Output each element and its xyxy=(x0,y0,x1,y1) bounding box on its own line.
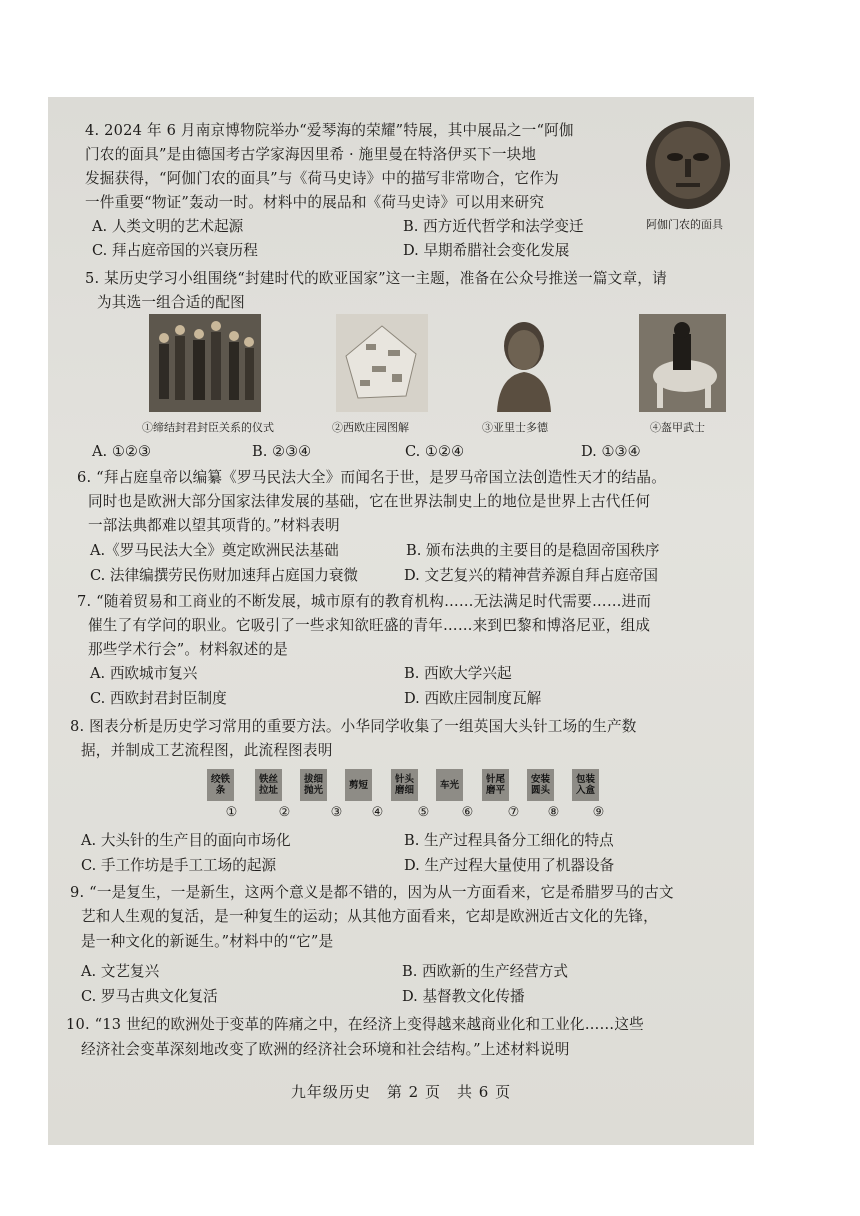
q5-caption-3: ③亚里士多德 xyxy=(482,421,548,434)
q4-option-c[interactable]: C. 拜占庭帝国的兴衰历程 xyxy=(92,242,258,259)
q5-option-b[interactable]: B. ②③④ xyxy=(252,443,312,460)
q6-option-c[interactable]: C. 法律编撰劳民伤财加速拜占庭国力衰微 xyxy=(90,567,359,584)
q7-option-d[interactable]: D. 西欧庄园制度瓦解 xyxy=(404,690,542,707)
q7-line-3: 那些学术行会”。材料叙述的是 xyxy=(88,641,288,658)
q9-line-1: 9. “一是复生，一是新生，这两个意义是都不错的，因为从一方面看来，它是希腊罗马的古文 xyxy=(70,884,674,901)
q5-caption-2: ②西欧庄园图解 xyxy=(332,421,409,434)
q4-line-1: 4. 2024 年 6 月南京博物院举办“爱琴海的荣耀”特展，其中展品之一“阿伽 xyxy=(85,122,574,139)
agamemnon-mask-image xyxy=(643,119,733,211)
aristotle-bust-image xyxy=(487,314,561,412)
process-step-5: 针头磨细 xyxy=(391,769,418,801)
q9-option-a[interactable]: A. 文艺复兴 xyxy=(81,963,160,980)
q8-option-d[interactable]: D. 生产过程大量使用了机器设备 xyxy=(404,857,615,874)
process-step-number-3: ③ xyxy=(330,805,343,820)
q6-option-d[interactable]: D. 文艺复兴的精神营养源自拜占庭帝国 xyxy=(404,567,658,584)
q6-line-1: 6. “拜占庭皇帝以编纂《罗马民法大全》而闻名于世，是罗马帝国立法创造性天才的结晶。 xyxy=(77,469,666,486)
process-step-number-9: ⑨ xyxy=(592,805,605,820)
q9-line-3: 是一种文化的新诞生。”材料中的“它”是 xyxy=(81,933,334,950)
q5-line-2: 为其选一组合适的配图 xyxy=(97,294,245,311)
q9-option-d[interactable]: D. 基督教文化传播 xyxy=(402,988,525,1005)
q4-line-3: 发掘获得，“阿伽门农的面具”与《荷马史诗》中的描写非常吻合，它作为 xyxy=(85,170,559,187)
process-step-number-8: ⑧ xyxy=(547,805,560,820)
process-step-8: 安装圆头 xyxy=(527,769,554,801)
q5-option-c[interactable]: C. ①②④ xyxy=(405,443,465,460)
q4-image-caption: 阿伽门农的面具 xyxy=(646,218,723,231)
q5-caption-1: ①缔结封君封臣关系的仪式 xyxy=(142,421,274,434)
q6-option-a[interactable]: A.《罗马民法大全》奠定欧洲民法基础 xyxy=(90,542,339,559)
exam-page xyxy=(48,97,754,1145)
q4-option-d[interactable]: D. 早期希腊社会变化发展 xyxy=(403,242,570,259)
q8-option-b[interactable]: B. 生产过程具备分工细化的特点 xyxy=(404,832,614,849)
q8-option-a[interactable]: A. 大头针的生产目的面向市场化 xyxy=(81,832,291,849)
vassal-ceremony-image xyxy=(149,314,261,412)
process-step-3: 拔细抛光 xyxy=(300,769,327,801)
q4-option-b[interactable]: B. 西方近代哲学和法学变迁 xyxy=(403,218,584,235)
process-step-number-7: ⑦ xyxy=(507,805,520,820)
armored-knight-image xyxy=(639,314,726,412)
process-step-7: 针尾磨平 xyxy=(482,769,509,801)
q8-line-2: 据，并制成工艺流程图，此流程图表明 xyxy=(81,742,333,759)
process-step-2: 铁丝拉址 xyxy=(255,769,282,801)
process-step-number-2: ② xyxy=(278,805,291,820)
q4-option-a[interactable]: A. 人类文明的艺术起源 xyxy=(92,218,244,235)
q5-option-a[interactable]: A. ①②③ xyxy=(92,443,152,460)
q6-line-2: 同时也是欧洲大部分国家法律发展的基础，它在世界法制史上的地位是世界上古代任何 xyxy=(88,493,651,510)
process-step-1: 绞铁条 xyxy=(207,769,234,801)
q4-line-2: 门农的面具”是由德国考古学家海因里希 · 施里曼在特洛伊买下一块地 xyxy=(85,146,537,163)
q7-line-1: 7. “随着贸易和工商业的不断发展，城市原有的教育机构……无法满足时代需要……进而 xyxy=(77,593,652,610)
q5-caption-4: ④盔甲武士 xyxy=(650,421,705,434)
process-step-6: 车光 xyxy=(436,769,463,801)
process-step-number-5: ⑤ xyxy=(417,805,430,820)
q7-option-c[interactable]: C. 西欧封君封臣制度 xyxy=(90,690,227,707)
process-step-4: 剪短 xyxy=(345,769,372,801)
q9-line-2: 艺和人生观的复活，是一种复生的运动；从其他方面看来，它却是欧洲近古文化的先锋， xyxy=(81,908,658,925)
q4-line-4: 一件重要“物证”轰动一时。材料中的展品和《荷马史诗》可以用来研究 xyxy=(85,194,545,211)
manor-diagram-image xyxy=(336,314,428,412)
q6-option-b[interactable]: B. 颁布法典的主要目的是稳固帝国秩序 xyxy=(406,542,660,559)
q7-line-2: 催生了有学问的职业。它吸引了一些求知欲旺盛的青年……来到巴黎和博洛尼亚，组成 xyxy=(88,617,651,634)
q7-option-a[interactable]: A. 西欧城市复兴 xyxy=(90,665,198,682)
q5-option-d[interactable]: D. ①③④ xyxy=(581,443,641,460)
q10-line-1: 10. “13 世纪的欧洲处于变革的阵痛之中，在经济上变得越来越商业化和工业化……这些 xyxy=(66,1016,644,1033)
q9-option-c[interactable]: C. 罗马古典文化复活 xyxy=(81,988,218,1005)
process-step-9: 包装入盒 xyxy=(572,769,599,801)
page-footer: 九年级历史 第 2 页 共 6 页 xyxy=(290,1083,512,1101)
q6-line-3: 一部法典都难以望其项背的。”材料表明 xyxy=(88,517,340,534)
q5-line-1: 5. 某历史学习小组围绕“封建时代的欧亚国家”这一主题，准备在公众号推送一篇文章，请 xyxy=(85,270,667,287)
process-step-number-1: ① xyxy=(225,805,238,820)
q7-option-b[interactable]: B. 西欧大学兴起 xyxy=(404,665,512,682)
process-step-number-6: ⑥ xyxy=(461,805,474,820)
q8-option-c[interactable]: C. 手工作坊是手工工场的起源 xyxy=(81,857,277,874)
q9-option-b[interactable]: B. 西欧新的生产经营方式 xyxy=(402,963,568,980)
q10-line-2: 经济社会变革深刻地改变了欧洲的经济社会环境和社会结构。”上述材料说明 xyxy=(81,1041,570,1058)
q8-line-1: 8. 图表分析是历史学习常用的重要方法。小华同学收集了一组英国大头针工场的生产数 xyxy=(70,718,637,735)
process-step-number-4: ④ xyxy=(371,805,384,820)
